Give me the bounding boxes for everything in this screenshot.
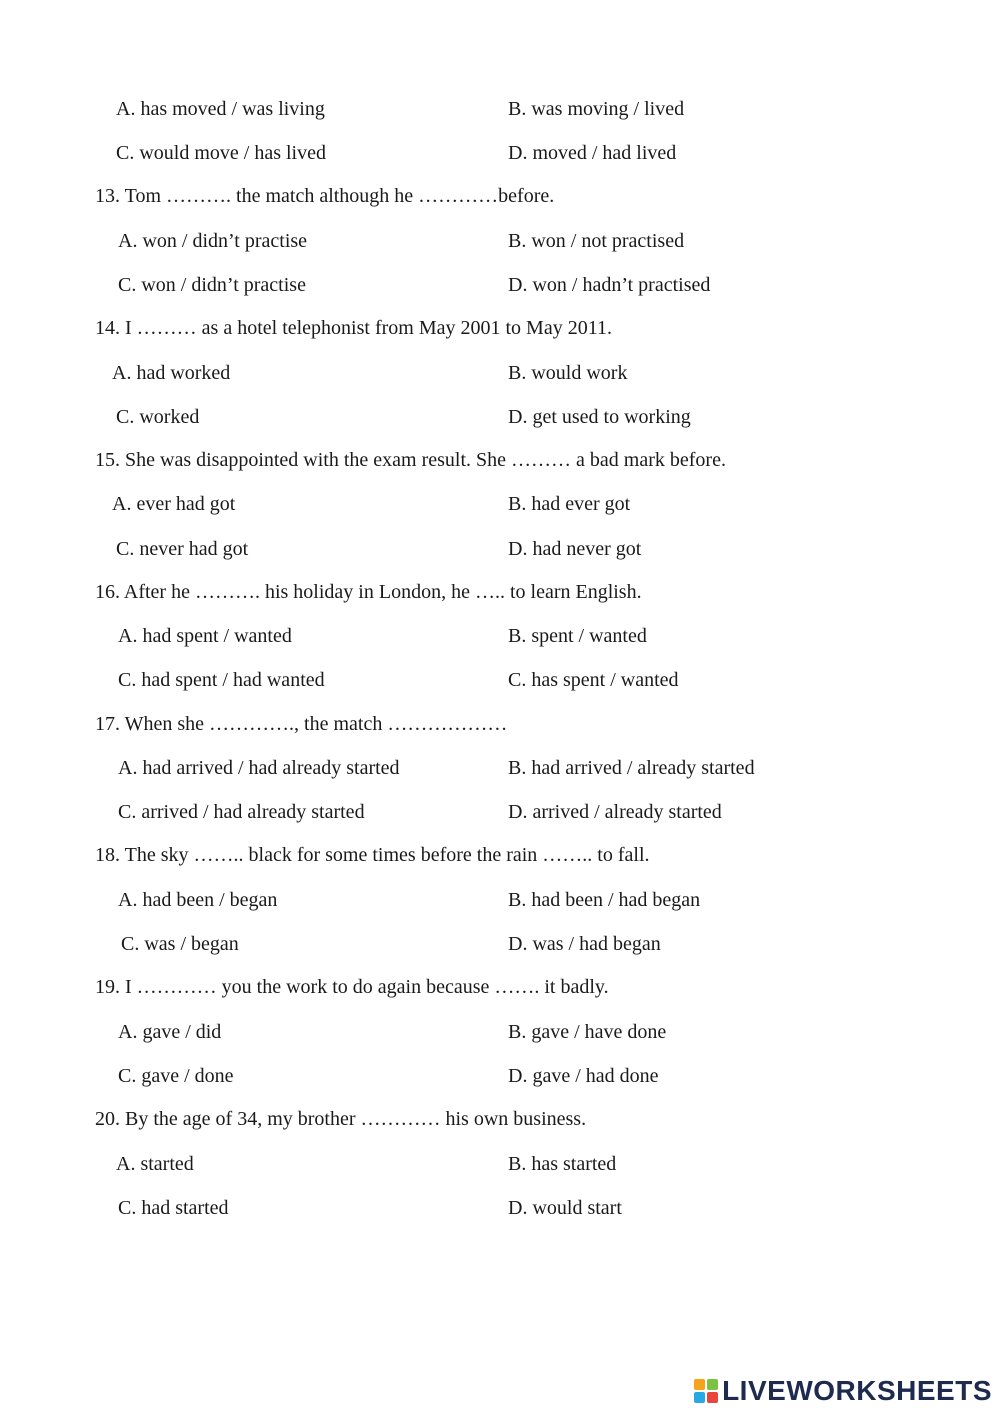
- option-a: A. started: [116, 1153, 194, 1175]
- question-18: 18. The sky …….. black for some times before the rain …….. to fall.: [95, 844, 650, 866]
- question-14: 14. I ……… as a hotel telephonist from May 2001 to May 2011.: [95, 317, 612, 339]
- logo-mark-icon: [694, 1379, 718, 1403]
- question-20: 20. By the age of 34, my brother ………… his own business.: [95, 1108, 587, 1130]
- option-d: D. won / hadn’t practised: [508, 274, 711, 296]
- option-d: D. moved / had lived: [508, 142, 677, 164]
- option-c: C. won / didn’t practise: [118, 274, 306, 296]
- option-b: B. won / not practised: [508, 230, 685, 252]
- option-a: A. ever had got: [112, 493, 236, 515]
- option-b: B. was moving / lived: [508, 98, 685, 120]
- option-a: A. had been / began: [118, 889, 278, 911]
- question-15: 15. She was disappointed with the exam result. She ……… a bad mark before.: [95, 449, 726, 471]
- option-c: C. never had got: [116, 538, 249, 560]
- option-b: B. had been / had began: [508, 889, 701, 911]
- option-d: D. arrived / already started: [508, 801, 722, 823]
- option-d: D. was / had began: [508, 933, 661, 955]
- option-d: D. gave / had done: [508, 1065, 659, 1087]
- option-d: D. would start: [508, 1197, 622, 1219]
- option-c: C. had started: [118, 1197, 229, 1219]
- question-17: 17. When she …………., the match ………………: [95, 713, 508, 735]
- option-b: B. has started: [508, 1153, 617, 1175]
- logo-text: LIVEWORKSHEETS: [722, 1375, 992, 1406]
- option-c: C. was / began: [116, 933, 239, 955]
- option-b: B. had arrived / already started: [508, 757, 755, 779]
- option-b: B. would work: [508, 362, 628, 384]
- option-a: A. had worked: [112, 362, 231, 384]
- option-a: A. gave / did: [118, 1021, 222, 1043]
- option-b: B. spent / wanted: [508, 625, 647, 647]
- question-19: 19. I ………… you the work to do again because ……. it badly.: [95, 976, 609, 998]
- question-13: 13. Tom ………. the match although he …………before.: [95, 185, 555, 207]
- option-c: C. arrived / had already started: [118, 801, 365, 823]
- option-d: D. get used to working: [508, 406, 691, 428]
- option-a: A. has moved / was living: [116, 98, 325, 120]
- option-b: B. had ever got: [508, 493, 631, 515]
- option-a: A. had spent / wanted: [118, 625, 292, 647]
- option-c: C. gave / done: [118, 1065, 234, 1087]
- liveworksheets-logo: [694, 1375, 992, 1407]
- question-16: 16. After he ………. his holiday in London, he ….. to learn English.: [95, 581, 642, 603]
- option-b: B. gave / have done: [508, 1021, 667, 1043]
- option-a: A. had arrived / had already started: [118, 757, 400, 779]
- option-c: C. would move / has lived: [116, 142, 326, 164]
- option-c: C. had spent / had wanted: [118, 669, 325, 691]
- option-d: C. has spent / wanted: [508, 669, 679, 691]
- option-a: A. won / didn’t practise: [118, 230, 308, 252]
- option-d: D. had never got: [508, 538, 642, 560]
- option-c: C. worked: [116, 406, 200, 428]
